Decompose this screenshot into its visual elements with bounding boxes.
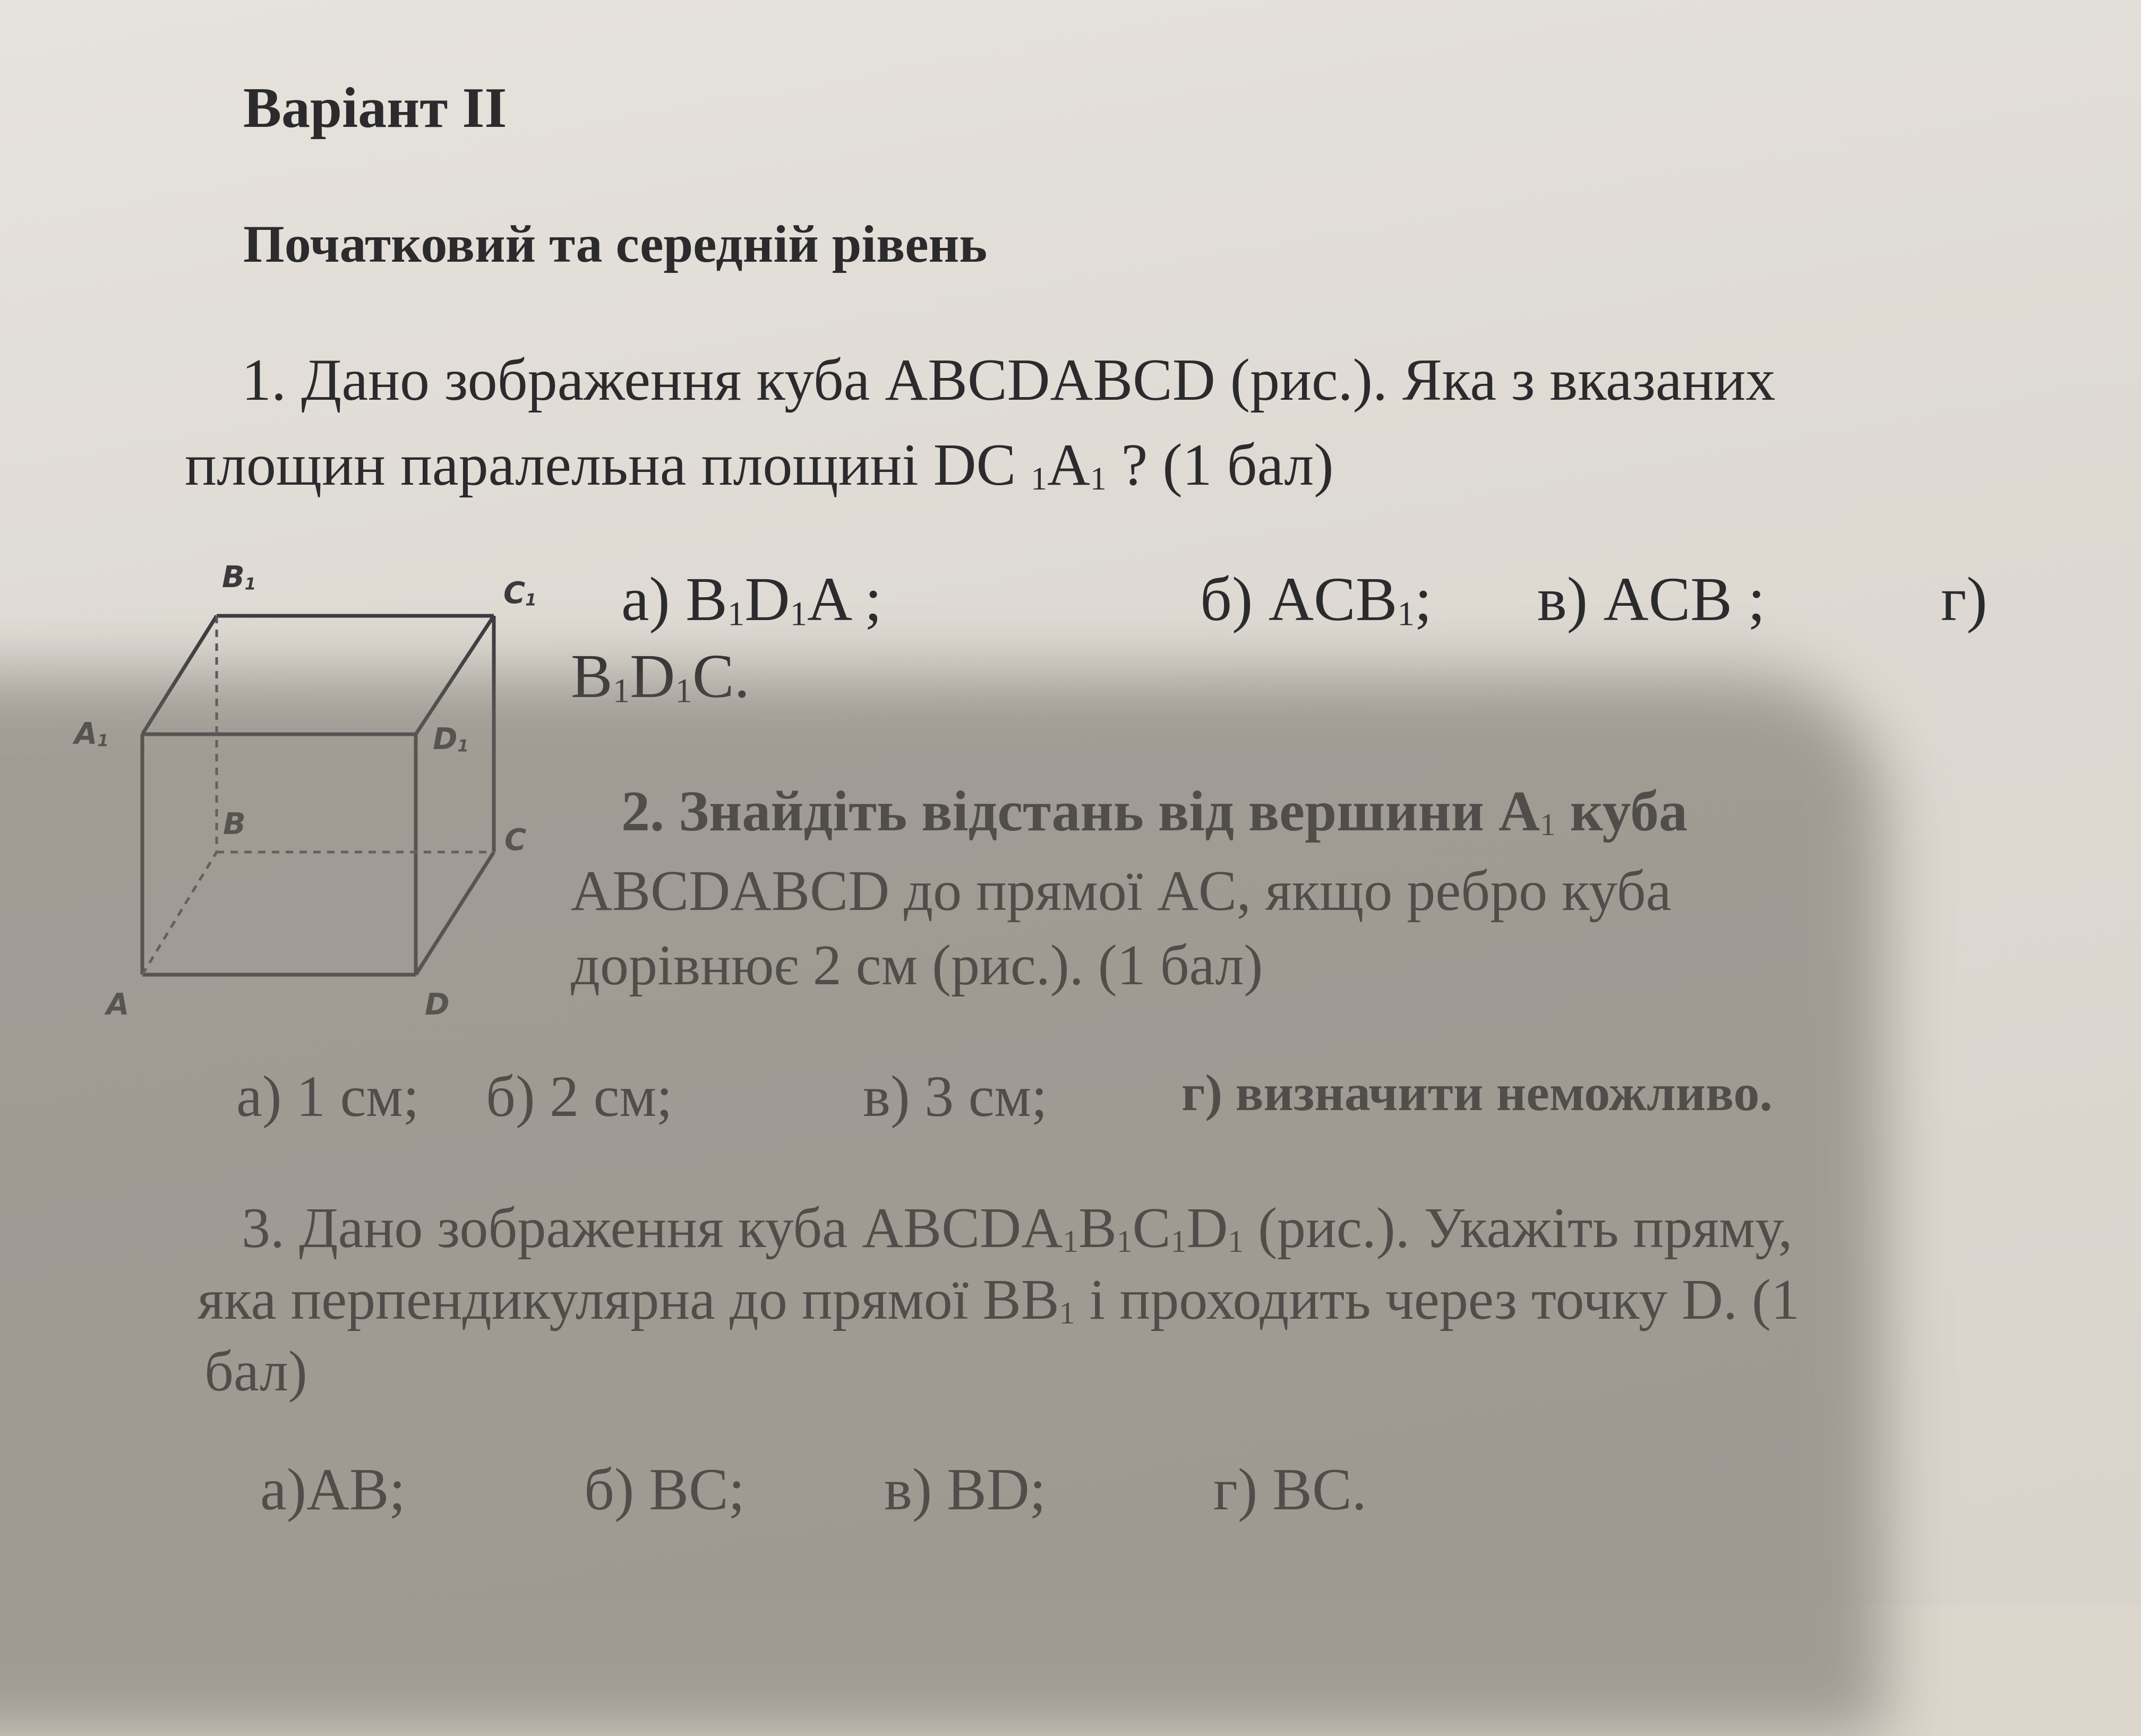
q1-option-v: в) ACB ; — [1537, 564, 1766, 634]
q1-line2: площин паралельна площині DC $_1A_1$ ? (1 бал) — [185, 432, 1334, 498]
q1-option-g-label: г) — [1941, 564, 1988, 634]
q1-line1: 1. Дано зображення куба ABCDABCD (рис.). Яка з вказаних — [242, 347, 1776, 413]
q1-option-a: а) $B_1D_1A$ ; — [621, 564, 883, 634]
variant-title: Варіант II — [243, 76, 507, 140]
level-heading: Початковий та середній рівень — [243, 214, 988, 273]
vertex-label-c1: $C_1$ — [503, 576, 537, 611]
vertex-label-b1: $B_1$ — [222, 560, 256, 595]
q1-option-b: б) $ACB_1$; — [1200, 564, 1432, 634]
photo-shadow — [0, 674, 1885, 1736]
